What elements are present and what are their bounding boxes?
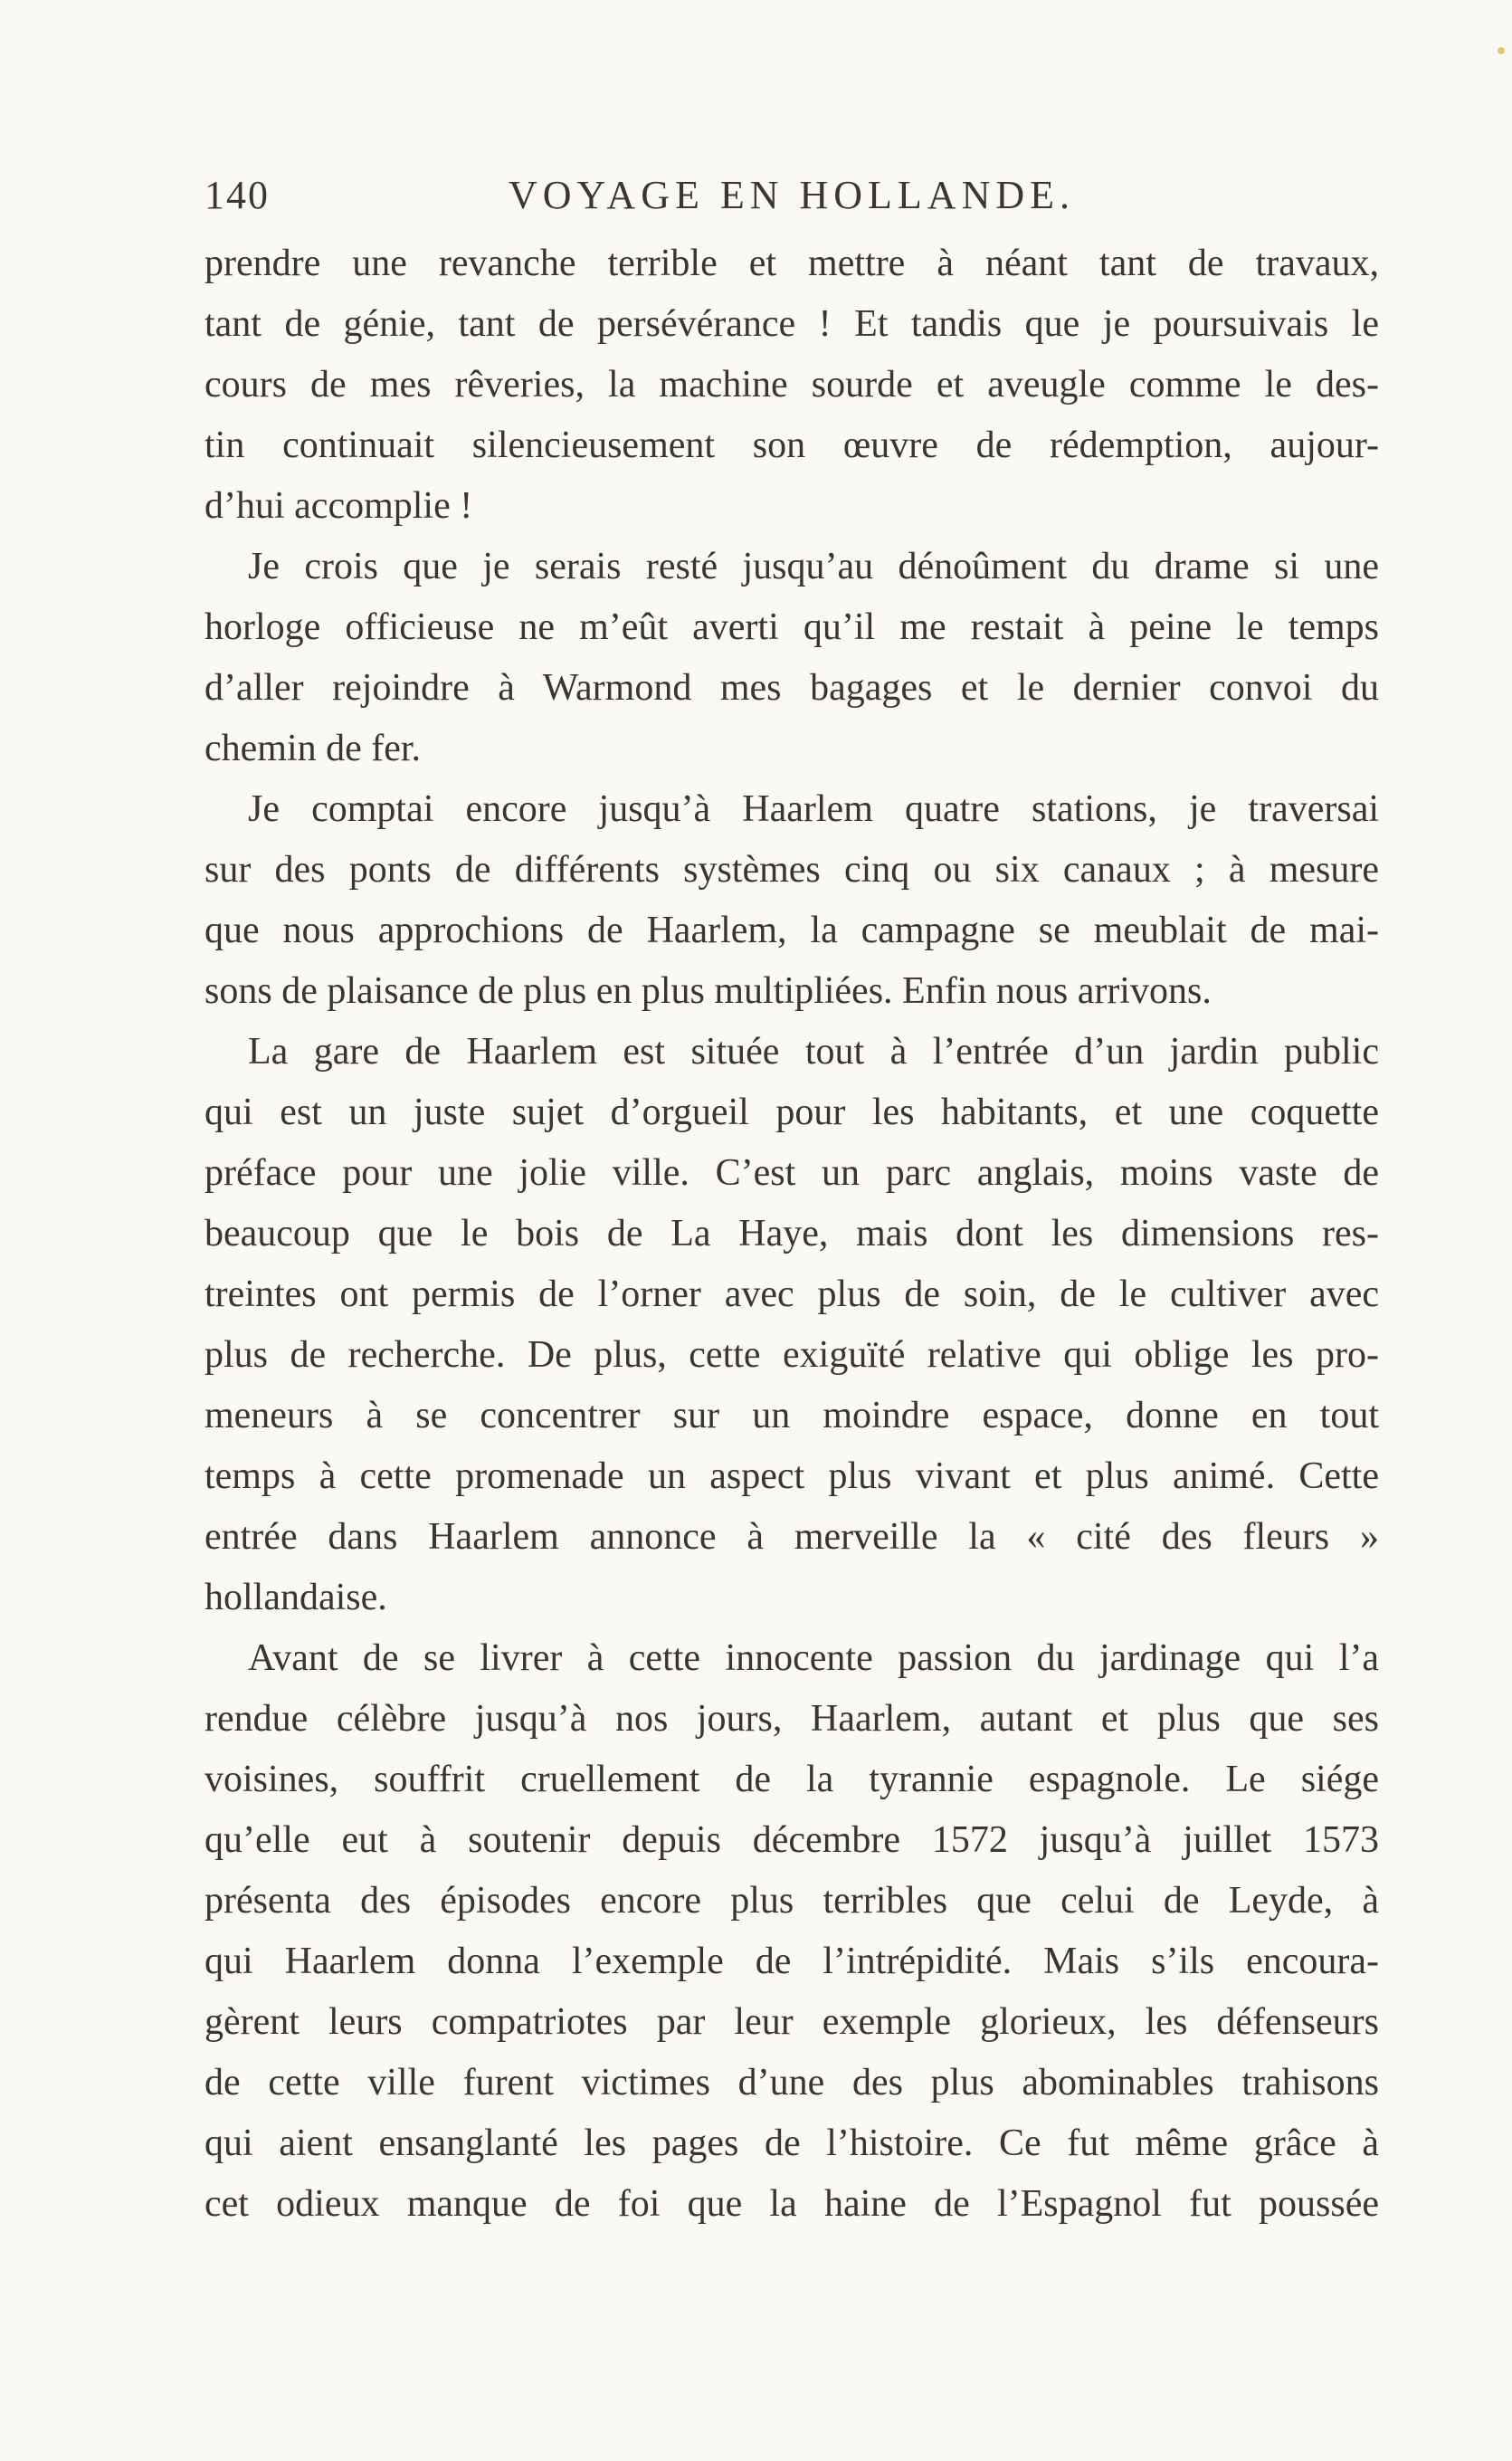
text-line: entrée dans Haarlem annonce à merveille la « cité des fleurs » xyxy=(204,1516,1379,1558)
text-line: cet odieux manque de foi que la haine de l’Espagnol fut poussée xyxy=(204,2183,1379,2225)
text-line: qui Haarlem donna l’exemple de l’intrépidité. Mais s’ils encoura- xyxy=(204,1941,1379,1982)
text-line: cours de mes rêveries, la machine sourde et aveugle comme le des- xyxy=(204,364,1379,405)
paragraph xyxy=(204,1628,1379,2235)
running-title: VOYAGE EN HOLLANDE. xyxy=(508,173,1076,217)
text-line: horloge officieuse ne m’eût averti qu’il me restait à peine le temps xyxy=(204,606,1379,648)
text-line: tin continuait silencieusement son œuvre de rédemption, aujour- xyxy=(204,424,1379,466)
body-text xyxy=(204,234,1379,2235)
paragraph xyxy=(204,234,1379,537)
paragraph xyxy=(204,1022,1379,1628)
text-line: préface pour une jolie ville. C’est un parc anglais, moins vaste de xyxy=(204,1152,1379,1194)
text-line: prendre une revanche terrible et mettre à néant tant de travaux, xyxy=(204,243,1379,284)
paragraph xyxy=(204,779,1379,1022)
text-line: gèrent leurs compatriotes par leur exemple glorieux, les défenseurs xyxy=(204,2001,1379,2043)
text-line: présenta des épisodes encore plus terribles que celui de Leyde, à xyxy=(204,1880,1379,1922)
text-line: La gare de Haarlem est située tout à l’entrée d’un jardin public xyxy=(248,1031,1379,1073)
text-line: qui est un juste sujet d’orgueil pour les habitants, et une coquette xyxy=(204,1092,1379,1133)
text-line: d’aller rejoindre à Warmond mes bagages et le dernier convoi du xyxy=(204,667,1379,709)
text-line: de cette ville furent victimes d’une des plus abominables trahisons xyxy=(204,2062,1379,2103)
ink-speck xyxy=(1498,47,1505,54)
text-line: beaucoup que le bois de La Haye, mais dont les dimensions res- xyxy=(204,1213,1379,1254)
text-line: rendue célèbre jusqu’à nos jours, Haarlem, autant et plus que ses xyxy=(204,1698,1379,1740)
text-line: qu’elle eut à soutenir depuis décembre 1572 jusqu’à juillet 1573 xyxy=(204,1819,1379,1861)
text-line: d’hui accomplie ! xyxy=(204,485,473,527)
text-line: que nous approchions de Haarlem, la campagne se meublait de mai- xyxy=(204,910,1379,951)
text-line: Je comptai encore jusqu’à Haarlem quatre stations, je traversai xyxy=(248,788,1379,830)
text-line: chemin de fer. xyxy=(204,728,422,769)
text-line: voisines, souffrit cruellement de la tyrannie espagnole. Le siége xyxy=(204,1759,1379,1800)
text-line: tant de génie, tant de persévérance ! Et tandis que je poursuivais le xyxy=(204,303,1379,345)
text-line: plus de recherche. De plus, cette exiguïté relative qui oblige les pro- xyxy=(204,1334,1379,1376)
paragraph xyxy=(204,537,1379,779)
text-line: qui aient ensanglanté les pages de l’histoire. Ce fut même grâce à xyxy=(204,2122,1379,2164)
text-line: meneurs à se concentrer sur un moindre espace, donne en tout xyxy=(204,1395,1379,1436)
text-line: Je crois que je serais resté jusqu’au dénoûment du drame si une xyxy=(248,546,1379,587)
text-line: temps à cette promenade un aspect plus vivant et plus animé. Cette xyxy=(204,1455,1379,1497)
text-line: treintes ont permis de l’orner avec plus de soin, de le cultiver avec xyxy=(204,1273,1379,1315)
text-line: Avant de se livrer à cette innocente passion du jardinage qui l’a xyxy=(248,1637,1379,1679)
text-line: sons de plaisance de plus en plus multipliées. Enfin nous arrivons. xyxy=(204,970,1212,1012)
text-line: hollandaise. xyxy=(204,1577,387,1618)
running-head xyxy=(204,172,1379,226)
text-line: sur des ponts de différents systèmes cinq ou six canaux ; à mesure xyxy=(204,849,1379,891)
page-number: 140 xyxy=(204,173,270,217)
